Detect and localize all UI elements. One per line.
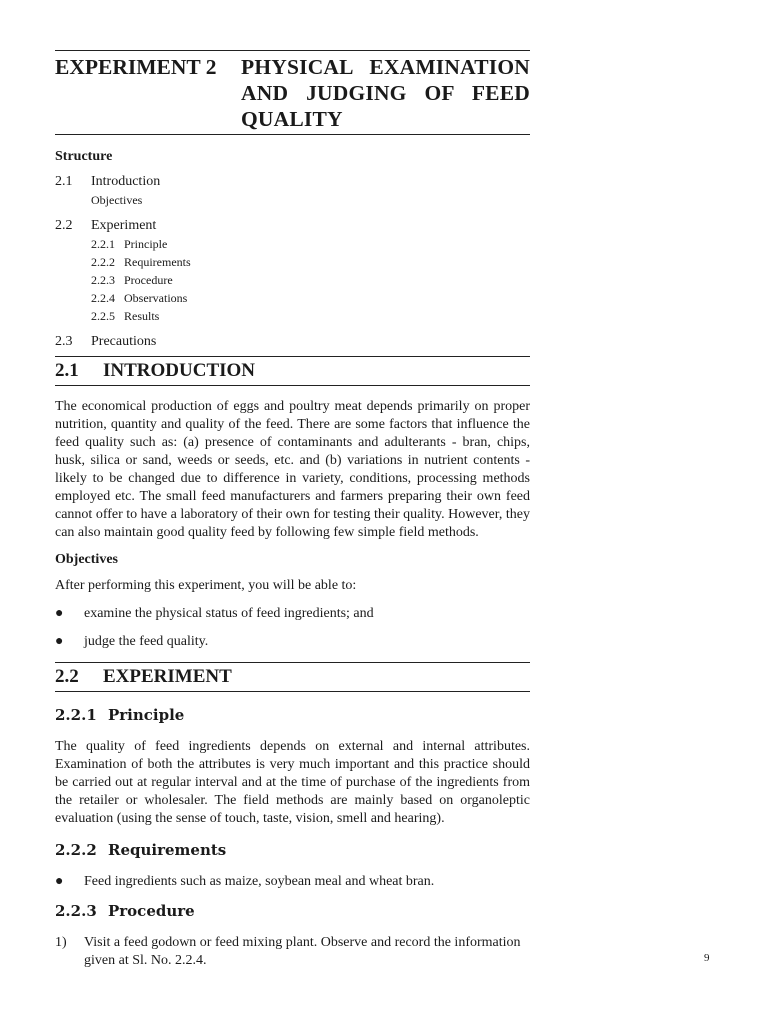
toc-subitem xyxy=(55,271,530,289)
toc-sub-num: 2.2.1 xyxy=(91,237,115,251)
subsection-heading-principle xyxy=(55,705,530,725)
toc-num: 2.2 xyxy=(55,218,73,233)
objectives-lead: After performing this experiment, you will be able to: xyxy=(55,578,357,593)
toc-label: Introduction xyxy=(91,174,161,189)
toc-sub-label: Principle xyxy=(124,237,168,251)
section-heading-experiment xyxy=(55,663,530,691)
toc-sub-num: 2.2.4 xyxy=(91,291,115,305)
section-number: 2.2 xyxy=(55,666,79,687)
intro-paragraph: The economical production of eggs and poultry meat depends primarily on proper nutrition, quantity and quality of the feed. There are some factors that influence the feed quality such as: (a) presence of contaminants and adulterants - bran, chips, husk, silica or sand, weeds or seeds, etc. and (b) variations in nutrient contents - likely to be changed due to difference in variety, conditions, processing methods employed etc. The small feed manufacturers and farmers preparing their own feed cannot offer to have a laboratory of their own for testing their quality. However, they can also maintain good quality feed by following few simple field methods. xyxy=(55,399,530,540)
toc-num: 2.1 xyxy=(55,174,73,189)
page-content xyxy=(55,50,530,970)
toc-sub-num: 2.2.2 xyxy=(91,255,115,269)
toc-sub-label: Procedure xyxy=(124,273,173,287)
principle-paragraph: The quality of feed ingredients depends on external and internal attributes. Examination of both the attributes is very much important and this practice should be carried out at regular interval and at the time of purchase of the ingredients from the retailer or wholesaler. The field methods are mainly based on organoleptic evaluation (using the sense of touch, taste, vision, smell and hearing). xyxy=(55,739,530,826)
experiment-title xyxy=(55,51,530,134)
toc-subitem xyxy=(55,307,530,325)
experiment-number: EXPERIMENT 2 xyxy=(55,55,217,79)
subsection-heading-procedure xyxy=(55,901,530,921)
subsection-heading-requirements xyxy=(55,840,530,860)
toc-sub-num: 2.2.3 xyxy=(91,273,115,287)
step-number: 1) xyxy=(55,935,67,950)
toc-subitem xyxy=(55,253,530,271)
procedure-step xyxy=(55,934,530,970)
subsection-number: 2.2.2 xyxy=(55,841,97,859)
bullet-icon: ● xyxy=(55,634,64,649)
list-item-text: judge the feed quality. xyxy=(84,634,209,649)
section-title: INTRODUCTION xyxy=(103,360,256,381)
bullet-icon: ● xyxy=(55,874,64,889)
toc-label: Precautions xyxy=(91,334,157,349)
toc-item xyxy=(55,333,530,351)
toc-label: Experiment xyxy=(91,218,157,233)
table-of-contents xyxy=(55,173,530,351)
section-number: 2.1 xyxy=(55,360,79,381)
list-item xyxy=(55,633,530,651)
list-item-text: examine the physical status of feed ingredients; and xyxy=(84,606,374,621)
section-rule xyxy=(55,385,530,386)
experiment-name: PHYSICAL EXAMINATION AND JUDGING OF FEED QUALITY xyxy=(241,55,530,131)
toc-subitem: Objectives xyxy=(91,193,143,207)
list-item xyxy=(55,873,530,891)
toc-subitem xyxy=(55,235,530,253)
bullet-icon: ● xyxy=(55,606,64,621)
structure-heading: Structure xyxy=(55,149,113,164)
list-item-text: Feed ingredients such as maize, soybean meal and wheat bran. xyxy=(84,874,435,889)
subsection-title: Procedure xyxy=(108,902,195,920)
objectives-heading: Objectives xyxy=(55,552,118,567)
title-rule xyxy=(55,134,530,135)
list-item xyxy=(55,605,530,623)
toc-sub-label: Observations xyxy=(124,291,188,305)
section-heading-introduction xyxy=(55,357,530,385)
subsection-number: 2.2.1 xyxy=(55,706,97,724)
toc-subitem xyxy=(55,289,530,307)
toc-item xyxy=(55,173,530,191)
subsection-number: 2.2.3 xyxy=(55,902,97,920)
subsection-title: Principle xyxy=(108,706,185,724)
toc-sub-num: 2.2.5 xyxy=(91,309,115,323)
step-text: Visit a feed godown or feed mixing plant. Observe and record the information given at Sl. No. 2.2.4. xyxy=(84,935,521,968)
section-title: EXPERIMENT xyxy=(103,666,232,687)
toc-item xyxy=(55,217,530,235)
toc-sub-label: Requirements xyxy=(124,255,191,269)
toc-num: 2.3 xyxy=(55,334,73,349)
subsection-title: Requirements xyxy=(108,841,227,859)
page-number: 9 xyxy=(704,952,710,964)
section-rule xyxy=(55,691,530,692)
toc-sub-label: Results xyxy=(124,309,160,323)
